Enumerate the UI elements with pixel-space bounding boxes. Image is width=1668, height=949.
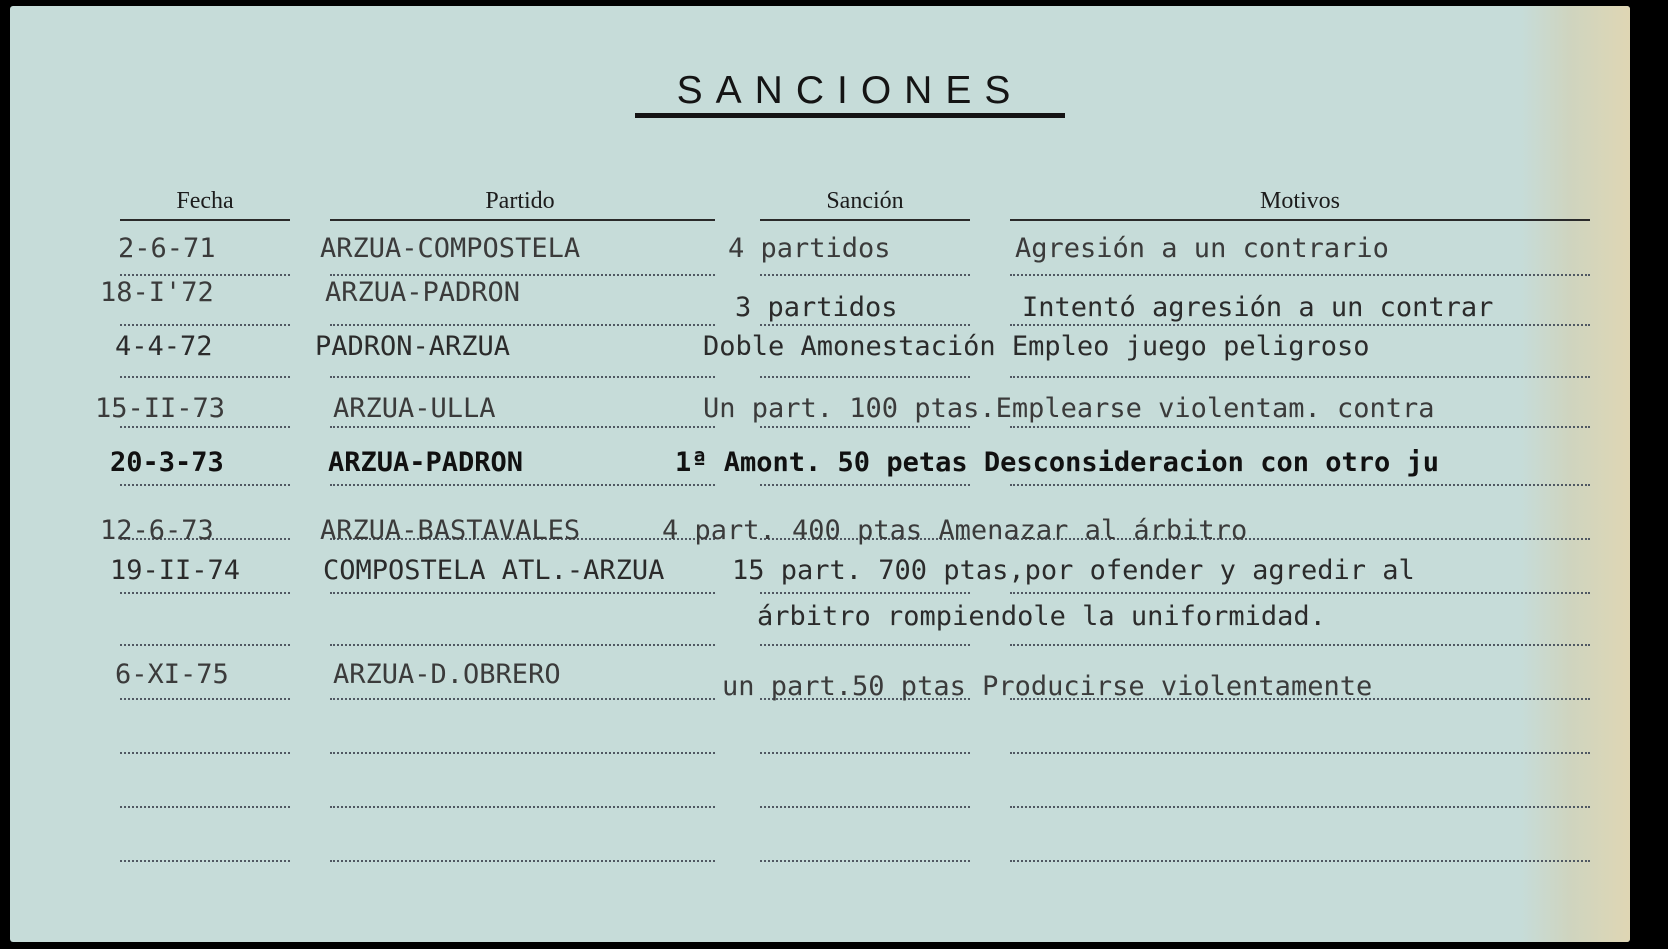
ruled-line <box>1010 426 1590 428</box>
ruled-line <box>760 644 970 646</box>
ruled-line <box>1010 860 1590 862</box>
header-rule-partido <box>330 219 715 221</box>
row-6-text: 4 part. 400 ptas Amenazar al árbitro <box>662 515 1248 546</box>
header-rule-motivos <box>1010 219 1590 221</box>
ruled-line <box>120 698 290 700</box>
row-3-partido: PADRON-ARZUA <box>315 331 511 362</box>
row-6-fecha: 12-6-73 <box>100 515 214 546</box>
ruled-line <box>1010 752 1590 754</box>
ruled-line <box>120 592 290 594</box>
ruled-line <box>330 592 715 594</box>
ruled-line <box>1010 274 1590 276</box>
ruled-line <box>760 484 970 486</box>
row-3-fecha: 4-4-72 <box>115 331 213 362</box>
ruled-line <box>120 644 290 646</box>
row-3-text: Doble Amonestación Empleo juego peligroso <box>703 331 1370 362</box>
row-5-partido: ARZUA-PADRON <box>328 447 524 478</box>
row-8-text: un part.50 ptas Producirse violentamente <box>722 671 1373 702</box>
ruled-line <box>120 426 290 428</box>
ruled-line <box>330 752 715 754</box>
ruled-line <box>760 752 970 754</box>
ruled-line <box>760 274 970 276</box>
row-7-text: 15 part. 700 ptas,por ofender y agredir al <box>732 555 1415 586</box>
ruled-line <box>330 376 715 378</box>
row-8-fecha: 6-XI-75 <box>115 659 229 690</box>
row-2-sancion: 3 partidos <box>735 292 898 323</box>
ruled-line <box>1010 806 1590 808</box>
ruled-line <box>760 376 970 378</box>
header-rule-fecha <box>120 219 290 221</box>
ruled-line <box>120 376 290 378</box>
ruled-line <box>330 484 715 486</box>
ruled-line <box>330 426 715 428</box>
ruled-line <box>330 324 715 326</box>
row-5-fecha: 20-3-73 <box>110 447 224 478</box>
row-2-fecha: 18-I'72 <box>100 277 214 308</box>
row-8-partido: ARZUA-D.OBRERO <box>333 659 561 690</box>
header-partido: Partido <box>485 188 555 214</box>
ruled-line <box>1010 376 1590 378</box>
ruled-line <box>1010 592 1590 594</box>
row-4-fecha: 15-II-73 <box>95 393 226 424</box>
ruled-line <box>120 484 290 486</box>
ruled-line <box>1010 484 1590 486</box>
row-6-partido: ARZUA-BASTAVALES <box>320 515 581 546</box>
ruled-line <box>760 592 970 594</box>
ruled-line <box>760 860 970 862</box>
ruled-line <box>1010 644 1590 646</box>
ruled-line <box>120 752 290 754</box>
title-underline <box>635 113 1065 118</box>
row-1-partido: ARZUA-COMPOSTELA <box>320 233 581 264</box>
paper-stain <box>1520 6 1630 942</box>
row-2-motivos: Intentó agresión a un contrar <box>1022 292 1494 323</box>
row-1-fecha: 2-6-71 <box>118 233 216 264</box>
row-2-partido: ARZUA-PADRON <box>325 277 521 308</box>
ruled-line <box>760 426 970 428</box>
row-7-fecha: 19-II-74 <box>110 555 241 586</box>
row-1-sancion: 4 partidos <box>728 233 891 264</box>
header-fecha: Fecha <box>176 188 234 214</box>
ruled-line <box>330 698 715 700</box>
header-rule-sancion <box>760 219 970 221</box>
ruled-line <box>120 860 290 862</box>
row-4-partido: ARZUA-ULLA <box>333 393 496 424</box>
header-motivos: Motivos <box>1259 188 1340 214</box>
row-7-partido: COMPOSTELA ATL.-ARZUA <box>323 555 665 586</box>
row-7-text-continued: árbitro rompiendole la uniformidad. <box>757 601 1326 632</box>
index-card <box>10 6 1630 942</box>
row-4-text: Un part. 100 ptas.Emplearse violentam. contra <box>703 393 1435 424</box>
ruled-line <box>330 806 715 808</box>
row-1-motivos: Agresión a un contrario <box>1015 233 1389 264</box>
ruled-line <box>330 644 715 646</box>
ruled-line <box>120 324 290 326</box>
ruled-line <box>330 860 715 862</box>
header-sancion: Sanción <box>826 188 904 214</box>
card-title: SANCIONES <box>676 69 1024 112</box>
row-5-text: 1ª Amont. 50 petas Desconsideracion con otro ju <box>675 447 1440 478</box>
ruled-line <box>760 806 970 808</box>
ruled-line <box>120 806 290 808</box>
